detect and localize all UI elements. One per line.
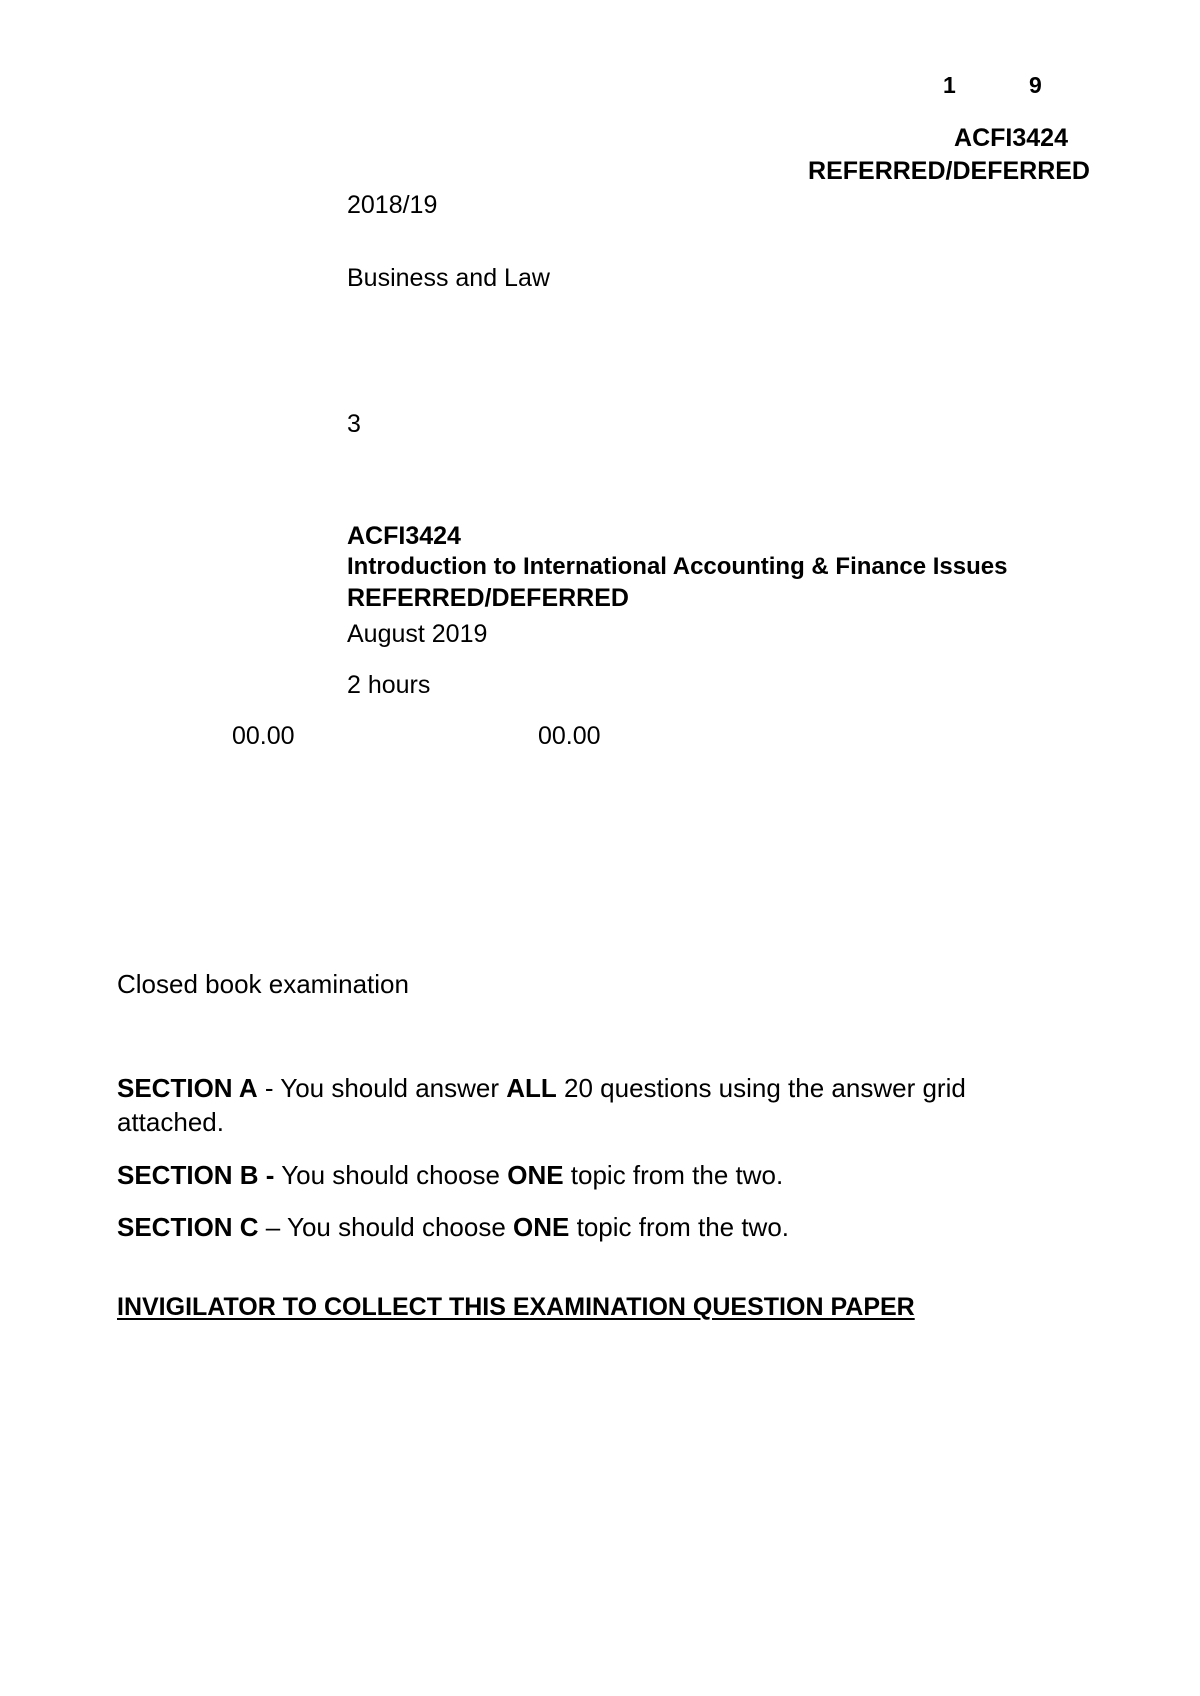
section-b-instruction xyxy=(117,1158,1077,1192)
section-a-emphasis: ALL xyxy=(506,1073,557,1103)
exam-status: REFERRED/DEFERRED xyxy=(347,584,629,612)
section-b-text-post: topic from the two. xyxy=(563,1160,784,1190)
section-c-separator: – xyxy=(258,1212,288,1242)
section-a-separator: - xyxy=(257,1073,281,1103)
section-c-text-pre: You should choose xyxy=(287,1212,514,1242)
exam-type: Closed book examination xyxy=(117,969,409,999)
header-exam-status: REFERRED/DEFERRED xyxy=(808,157,1090,185)
section-c-text-post: topic from the two. xyxy=(569,1212,790,1242)
module-title: Introduction to International Accounting & Finance Issues xyxy=(347,553,1008,580)
section-c-emphasis: ONE xyxy=(513,1212,570,1242)
academic-year: 2018/19 xyxy=(347,191,438,219)
level: 3 xyxy=(347,410,361,438)
invigilator-collect-notice: INVIGILATOR TO COLLECT THIS EXAMINATION QUESTION PAPER xyxy=(117,1293,915,1321)
section-b-label: SECTION B - xyxy=(117,1160,275,1190)
section-b-text-pre: You should choose xyxy=(274,1160,508,1190)
header-module-code: ACFI3424 xyxy=(954,124,1068,152)
module-code: ACFI3424 xyxy=(347,522,461,550)
exam-date: August 2019 xyxy=(347,620,488,648)
page-number-current: 1 xyxy=(943,72,956,98)
section-a-instruction xyxy=(117,1071,1077,1139)
faculty: Business and Law xyxy=(347,264,550,292)
start-time: 00.00 xyxy=(232,722,295,750)
page-number-total: 9 xyxy=(1029,72,1042,98)
section-b-emphasis: ONE xyxy=(507,1160,564,1190)
section-c-instruction xyxy=(117,1210,1077,1244)
end-time: 00.00 xyxy=(538,722,601,750)
section-a-text-pre: You should answer xyxy=(280,1073,507,1103)
section-c-label: SECTION C xyxy=(117,1212,259,1242)
section-a-text-post: 20 questions using the answer grid attached. xyxy=(117,1073,966,1137)
section-a-label: SECTION A xyxy=(117,1073,258,1103)
duration: 2 hours xyxy=(347,671,431,699)
